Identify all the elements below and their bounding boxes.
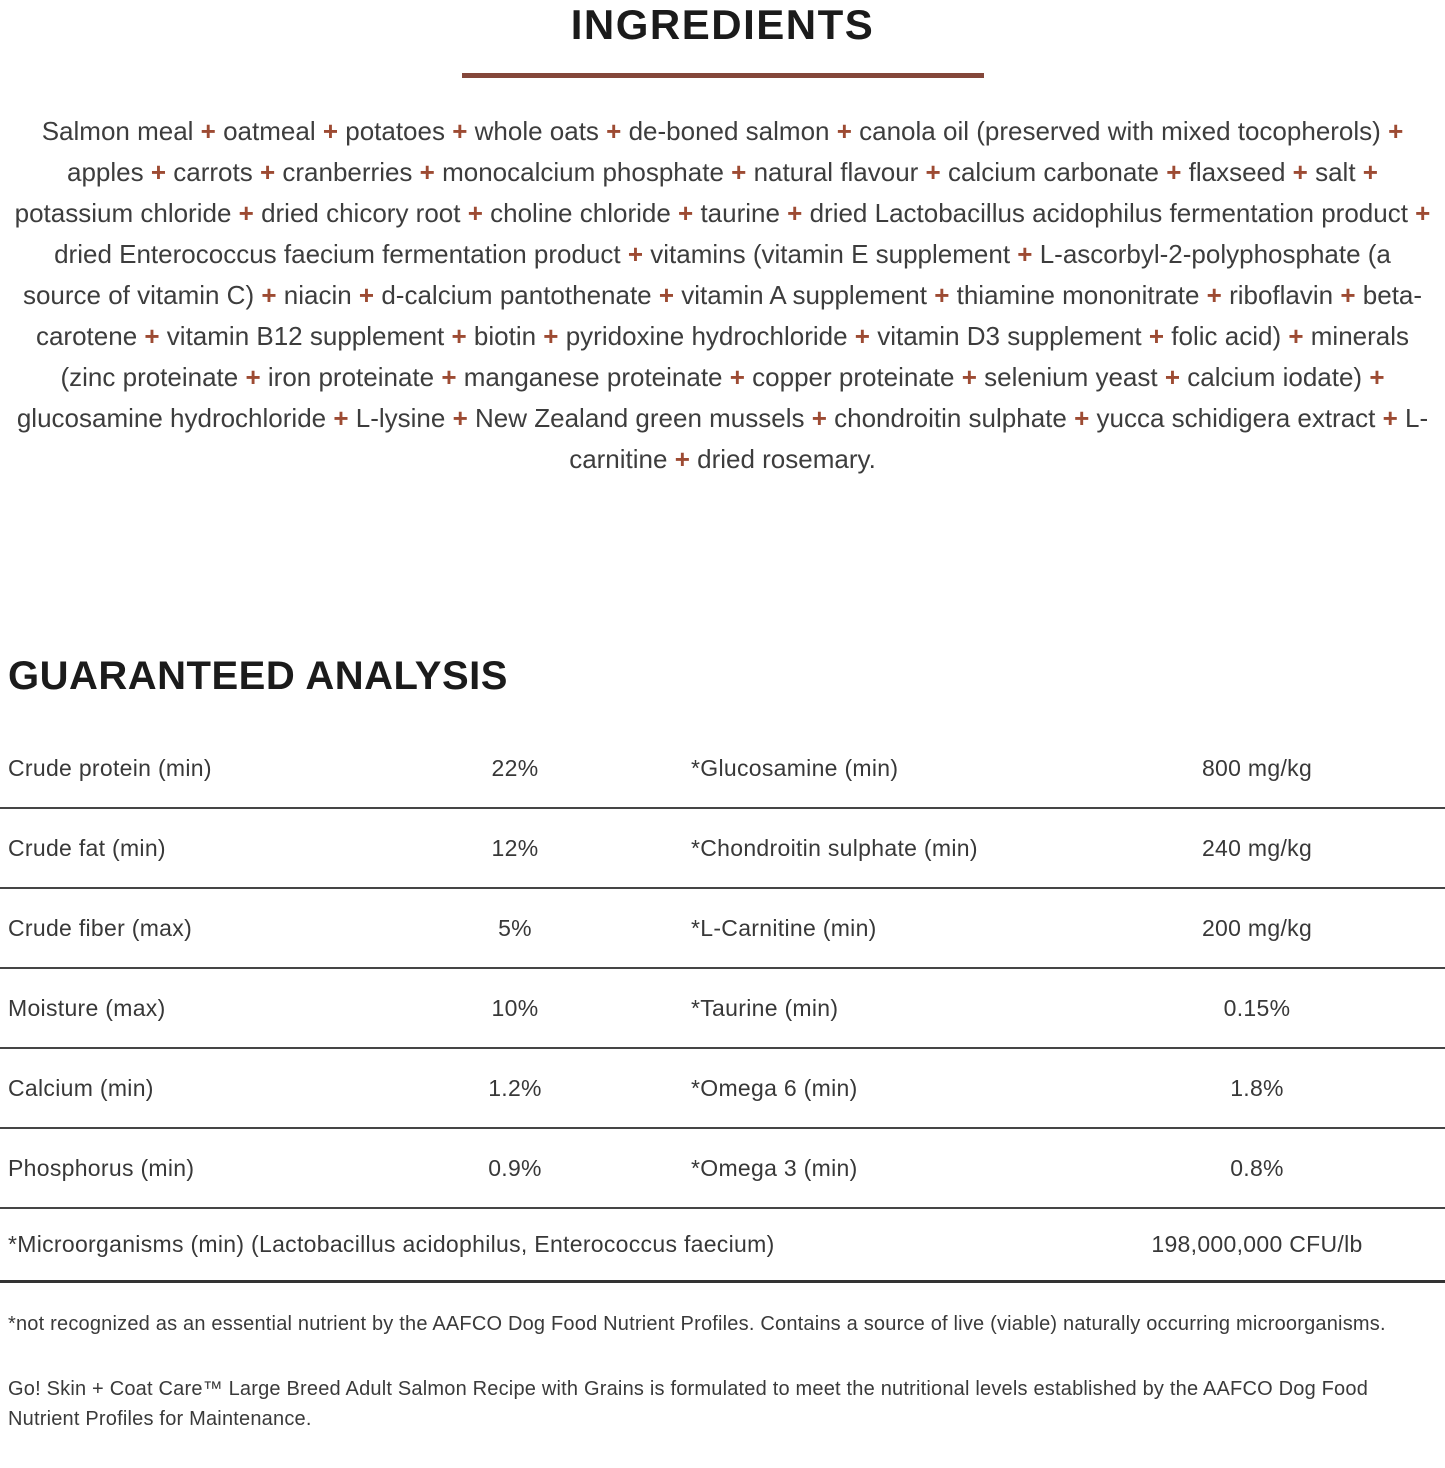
plus-separator: +: [1285, 157, 1316, 187]
ingredients-title: INGREDIENTS: [570, 1, 875, 48]
plus-separator: +: [444, 321, 474, 351]
nutrient-value: 1.8%: [1230, 1074, 1284, 1101]
plus-separator: +: [445, 403, 475, 433]
nutrient-value: 800 mg/kg: [1201, 754, 1313, 781]
nutrient-name: Calcium (min): [8, 1074, 154, 1101]
guaranteed-analysis-table: [0, 729, 1445, 1209]
nutrient-value: 0.8%: [1230, 1154, 1284, 1181]
analysis-row: [0, 1049, 1445, 1129]
nutrient-name: Moisture (max): [8, 994, 166, 1021]
plus-separator: +: [620, 239, 651, 269]
plus-separator: +: [193, 116, 224, 146]
plus-separator: +: [351, 280, 382, 310]
plus-separator: +: [238, 362, 268, 392]
plus-separator: +: [667, 444, 698, 474]
plus-separator: +: [412, 157, 443, 187]
plus-separator: +: [1281, 321, 1311, 351]
ingredients-list: Salmon meal + oatmeal + potatoes + whole oats + de-boned salmon + canola oil (preserved with mixed tocopherols) + apples + carrots + cranberries + monocalcium phosphate + natural flavour + calcium carbonate + flaxseed + salt + potassium chloride + dried chicory root + choline chloride + taurine + dried Lactobacillus acidophilus fermentation product + dried Enterococcus faecium fermentation product + vitamins (vitamin E supplement + L-ascorbyl-2-polyphosphate (a source of vitamin C) + niacin + d-calcium pantothenate + vitamin A supplement + thiamine mononitrate + riboflavin + beta-carotene + vitamin B12 supplement + biotin + pyridoxine hydrochloride + vitamin D3 supplement + folic acid) + minerals (zinc proteinate + iron proteinate + manganese proteinate + copper proteinate + selenium yeast + calcium iodate) + glucosamine hydrochloride + L-lysine + New Zealand green mussels + chondroitin sulphate + yucca schidigera extract + L-carnitine + dried rosemary.: [14, 116, 1431, 474]
plus-separator: +: [804, 403, 835, 433]
nutrient-value: 240 mg/kg: [1201, 834, 1313, 861]
guaranteed-analysis-title: GUARANTEED ANALYSIS: [8, 654, 508, 698]
plus-separator: +: [1362, 362, 1385, 392]
plus-separator: +: [722, 362, 753, 392]
plus-separator: +: [460, 198, 491, 228]
nutrient-value: 0.9%: [488, 1154, 542, 1181]
nutrient-value: 198,000,000 CFU/lb: [1151, 1231, 1363, 1257]
analysis-row: [0, 1129, 1445, 1209]
plus-separator: +: [434, 362, 464, 392]
plus-separator: +: [1355, 157, 1378, 187]
plus-separator: +: [231, 198, 262, 228]
nutrient-value: 10%: [491, 994, 539, 1021]
plus-separator: +: [954, 362, 985, 392]
plus-separator: +: [1010, 239, 1040, 269]
plus-separator: +: [1141, 321, 1172, 351]
plus-separator: +: [1199, 280, 1230, 310]
plus-separator: +: [1380, 116, 1404, 146]
analysis-row: [0, 729, 1445, 809]
nutrient-value: 12%: [491, 834, 539, 861]
plus-separator: +: [326, 403, 356, 433]
plus-separator: +: [779, 198, 810, 228]
plus-separator: +: [723, 157, 754, 187]
aafco-footnote: *not recognized as an essential nutrient by the AAFCO Dog Food Nutrient Profiles. Contains a source of live (viable) naturally occurring microorganisms.: [8, 1313, 1386, 1335]
plus-separator: +: [252, 157, 283, 187]
nutrient-value: 1.2%: [488, 1074, 542, 1101]
nutrient-name: Crude fiber (max): [8, 914, 193, 941]
plus-separator: +: [1157, 362, 1188, 392]
plus-separator: +: [137, 321, 167, 351]
plus-separator: +: [254, 280, 284, 310]
nutrient-name: *L-Carnitine (min): [691, 914, 877, 941]
plus-separator: +: [670, 198, 701, 228]
nutrient-name: *Microorganisms (min) (Lactobacillus acidophilus, Enterococcus faecium): [8, 1231, 775, 1257]
nutrient-name: *Omega 3 (min): [691, 1154, 858, 1181]
nutrient-name: Phosphorus (min): [8, 1154, 195, 1181]
nutrient-value: 0.15%: [1223, 994, 1291, 1021]
plus-separator: +: [1407, 198, 1431, 228]
plus-separator: +: [847, 321, 878, 351]
nutrient-name: Crude fat (min): [8, 834, 166, 861]
nutrient-value: 200 mg/kg: [1201, 914, 1313, 941]
plus-separator: +: [1158, 157, 1189, 187]
formulation-statement: Go! Skin + Coat Care™ Large Breed Adult Salmon Recipe with Grains is formulated to meet the nutritional levels established by the AAFCO Dog Food Nutrient Profiles for Maintenance.: [8, 1378, 1369, 1430]
nutrient-name: *Glucosamine (min): [691, 754, 899, 781]
plus-separator: +: [444, 116, 475, 146]
plus-separator: +: [918, 157, 948, 187]
analysis-row: [0, 889, 1445, 969]
analysis-row-microorganisms: [0, 1209, 1445, 1283]
plus-separator: +: [1375, 403, 1406, 433]
nutrient-name: *Taurine (min): [691, 994, 839, 1021]
title-underline-rule: [462, 73, 984, 78]
plus-separator: +: [829, 116, 860, 146]
plus-separator: +: [1066, 403, 1097, 433]
plus-separator: +: [1333, 280, 1363, 310]
plus-separator: +: [315, 116, 346, 146]
nutrient-value: 22%: [491, 754, 539, 781]
plus-separator: +: [598, 116, 629, 146]
nutrient-name: *Chondroitin sulphate (min): [691, 834, 978, 861]
nutrient-name: *Omega 6 (min): [691, 1074, 858, 1101]
plus-separator: +: [926, 280, 957, 310]
plus-separator: +: [536, 321, 566, 351]
analysis-row: [0, 969, 1445, 1049]
nutrient-name: Crude protein (min): [8, 754, 212, 781]
nutrient-value: 5%: [498, 914, 532, 941]
analysis-row: [0, 809, 1445, 889]
plus-separator: +: [143, 157, 174, 187]
plus-separator: +: [651, 280, 682, 310]
